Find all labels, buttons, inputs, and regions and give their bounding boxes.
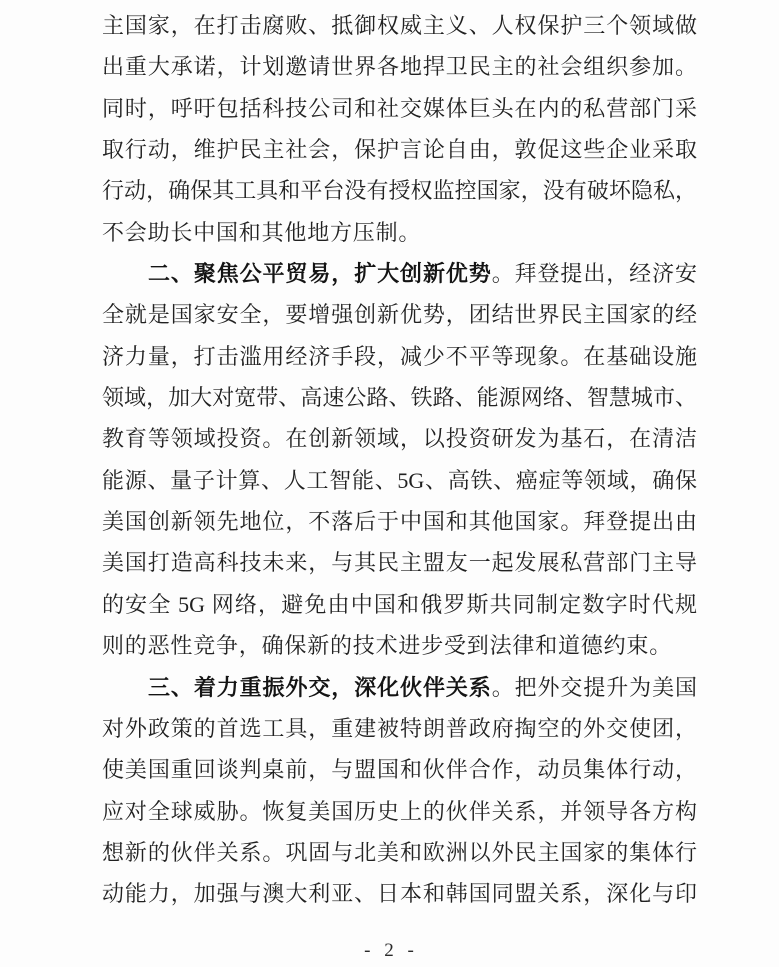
line-text: 济力量，打击滥用经济手段，减少不平等现象。在基础设施 [102, 343, 697, 369]
text-line [102, 791, 697, 832]
line-text: 行动，确保其工具和平台没有授权监控国家，没有破坏隐私， [102, 178, 697, 204]
text-line [102, 5, 697, 46]
line-text: 动能力，加强与澳大利亚、日本和韩国同盟关系，深化与印 [102, 881, 697, 907]
line-text: 全就是国家安全，要增强创新优势，团结世界民主国家的经 [102, 302, 697, 328]
text-line [102, 129, 697, 170]
text-line [102, 336, 697, 377]
document-body [102, 5, 697, 915]
line-text: 能源、量子计算、人工智能、5G、高铁、癌症等领域，确保 [102, 467, 697, 493]
line-text: 同时，呼吁包括科技公司和社交媒体巨头在内的私营部门采 [102, 95, 697, 121]
text-line [102, 253, 697, 294]
text-line [102, 418, 697, 459]
line-text: 想新的伙伴关系。巩固与北美和欧洲以外民主国家的集体行 [102, 839, 697, 865]
text-line [102, 501, 697, 542]
text-line [102, 667, 697, 708]
line-text: 。拜登提出，经济安 [491, 261, 697, 287]
line-text: 的安全 5G 网络，避免由中国和俄罗斯共同制定数字时代规 [102, 591, 697, 617]
text-line [102, 625, 697, 666]
text-line [102, 294, 697, 335]
text-line [102, 873, 697, 914]
text-line [102, 212, 697, 253]
line-text: 不会助长中国和其他地方压制。 [102, 219, 422, 245]
text-line [102, 460, 697, 501]
page-number: - 2 - [364, 940, 415, 961]
line-text: 则的恶性竞争，确保新的技术进步受到法律和道德约束。 [102, 633, 673, 659]
text-line [102, 170, 697, 211]
text-line [102, 708, 697, 749]
text-line [102, 542, 697, 583]
text-line [102, 88, 697, 129]
line-text: 应对全球威胁。恢复美国历史上的伙伴关系，并领导各方构 [102, 798, 697, 824]
text-line [102, 749, 697, 790]
line-text: 对外政策的首选工具，重建被特朗普政府掏空的外交使团， [102, 715, 697, 741]
text-line [102, 377, 697, 418]
section-heading: 二、聚焦公平贸易，扩大创新优势 [148, 261, 492, 287]
section-heading: 三、着力重振外交，深化伙伴关系 [148, 674, 492, 700]
text-line [102, 46, 697, 87]
line-text: 美国打造高科技未来，与其民主盟友一起发展私营部门主导 [102, 550, 697, 576]
line-text: 。把外交提升为美国 [491, 674, 697, 700]
line-text: 领域，加大对宽带、高速公路、铁路、能源网络、智慧城市、 [102, 385, 697, 411]
text-line [102, 832, 697, 873]
line-text: 出重大承诺，计划邀请世界各地捍卫民主的社会组织参加。 [102, 54, 697, 80]
text-line [102, 584, 697, 625]
line-text: 使美国重回谈判桌前，与盟国和伙伴合作，动员集体行动， [102, 757, 697, 783]
line-text: 教育等领域投资。在创新领域，以投资研发为基石，在清洁 [102, 426, 697, 452]
line-text: 取行动，维护民主社会，保护言论自由，敦促这些企业采取 [102, 137, 697, 163]
line-text: 美国创新领先地位，不落后于中国和其他国家。拜登提出由 [102, 509, 697, 535]
line-text: 主国家，在打击腐败、抵御权威主义、人权保护三个领域做 [102, 13, 697, 38]
